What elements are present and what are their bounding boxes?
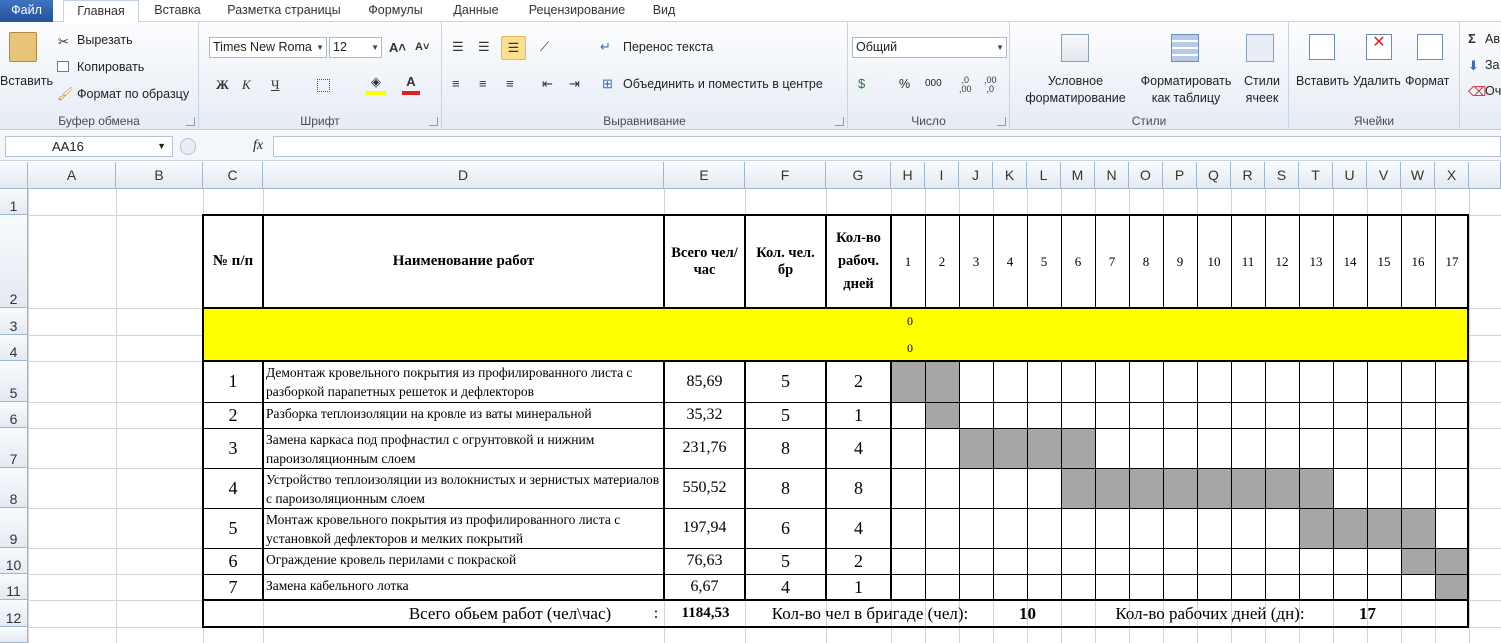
row-header-13[interactable] bbox=[0, 627, 28, 643]
column-header-v[interactable]: V bbox=[1367, 162, 1401, 189]
gantt-bar-cell bbox=[1197, 468, 1231, 508]
italic-button[interactable]: К bbox=[242, 77, 251, 92]
yellow-value: 0 bbox=[907, 314, 913, 328]
font-name-combo[interactable]: Times New Roma ▼ bbox=[209, 37, 327, 58]
row-header-4[interactable]: 4 bbox=[0, 335, 28, 361]
row-header-11[interactable]: 11 bbox=[0, 574, 28, 600]
table-border bbox=[1197, 215, 1198, 309]
table-border bbox=[202, 360, 1469, 362]
autosum-icon[interactable]: Σ bbox=[1468, 31, 1476, 46]
column-header-f[interactable]: F bbox=[745, 162, 826, 189]
autosum-button[interactable]: Ав bbox=[1485, 32, 1500, 46]
table-border bbox=[202, 214, 1469, 216]
row-name: Ограждение кровель перилами с покраской bbox=[266, 552, 517, 567]
table-border bbox=[993, 361, 994, 600]
row-total: 231,76 bbox=[682, 439, 727, 456]
table-border bbox=[925, 361, 926, 600]
row-days: 4 bbox=[854, 517, 863, 538]
row-total: 76,63 bbox=[686, 552, 723, 569]
gantt-bar-cell bbox=[1401, 548, 1435, 574]
tab-page-layout[interactable]: Разметка страницы bbox=[227, 3, 341, 17]
table-border bbox=[1129, 215, 1130, 309]
header-day-13: 13 bbox=[1309, 253, 1323, 269]
row-name: Демонтаж кровельного покрытия из профилированного листа с разборкой парапетных решеток и дефлекторов bbox=[266, 365, 633, 399]
bold-button[interactable]: Ж bbox=[216, 77, 229, 92]
table-border bbox=[1401, 215, 1402, 309]
gantt-bar-cell bbox=[1061, 468, 1095, 508]
number-format-combo[interactable]: Общий ▼ bbox=[852, 37, 1007, 58]
fill-color-icon[interactable]: ◈ bbox=[366, 75, 386, 95]
row-header-10[interactable]: 10 bbox=[0, 548, 28, 574]
row-num: 5 bbox=[228, 517, 238, 538]
row-total: 550,52 bbox=[682, 479, 727, 496]
row-workers: 6 bbox=[781, 517, 790, 538]
clipboard-group bbox=[0, 22, 199, 130]
column-header-y[interactable] bbox=[1469, 162, 1501, 189]
spreadsheet-grid[interactable] bbox=[0, 162, 1501, 643]
row-header-9[interactable]: 9 bbox=[0, 508, 28, 548]
column-header-o[interactable]: O bbox=[1129, 162, 1163, 189]
header-name: Наименование работ bbox=[392, 253, 535, 269]
format-as-table-button[interactable]: Форматировать как таблицу bbox=[1140, 74, 1232, 105]
header-day-17: 17 bbox=[1445, 253, 1459, 269]
formula-bar-handle[interactable] bbox=[180, 138, 196, 155]
conditional-format-button[interactable]: Условное форматирование bbox=[1025, 74, 1126, 105]
row-total: 197,94 bbox=[682, 519, 727, 536]
gantt-bar-cell bbox=[1333, 508, 1367, 548]
align-top-icon[interactable]: ☰ bbox=[452, 39, 464, 54]
row-header-12[interactable]: 12 bbox=[0, 600, 28, 627]
table-border bbox=[1231, 215, 1232, 309]
copy-icon bbox=[57, 61, 69, 72]
select-all-corner[interactable] bbox=[0, 162, 28, 189]
cut-button[interactable]: Вырезать bbox=[77, 33, 133, 47]
gantt-bar-cell bbox=[1129, 468, 1163, 508]
table-border bbox=[959, 215, 960, 309]
increase-decimal-icon[interactable]: ,0 ,00 bbox=[959, 75, 972, 94]
summary-total-label: Всего обьем работ (чел\час) bbox=[408, 603, 612, 623]
table-border bbox=[203, 548, 1468, 549]
row-workers: 8 bbox=[781, 477, 790, 498]
header-day-14: 14 bbox=[1343, 253, 1357, 269]
gantt-bar-cell bbox=[1401, 508, 1435, 548]
column-header-b[interactable]: B bbox=[116, 162, 203, 189]
header-day-8: 8 bbox=[1142, 253, 1150, 269]
table-border bbox=[663, 215, 665, 309]
row-name: Разборка теплоизоляции на кровле из ваты минеральной bbox=[266, 406, 592, 421]
gantt-bar-cell bbox=[891, 361, 925, 402]
insert-function-icon[interactable]: fx bbox=[253, 138, 264, 153]
format-cells-button[interactable]: Формат bbox=[1405, 74, 1450, 88]
alignment-group bbox=[442, 22, 848, 130]
table-border bbox=[203, 468, 1468, 469]
column-header-w[interactable]: W bbox=[1401, 162, 1435, 189]
row-num: 7 bbox=[228, 576, 238, 597]
clipboard-launcher-icon[interactable] bbox=[186, 117, 195, 126]
table-border bbox=[202, 307, 1469, 309]
table-border bbox=[890, 361, 892, 600]
wrap-text-icon: ↵ bbox=[600, 39, 611, 54]
scissors-icon: ✂ bbox=[58, 34, 69, 49]
column-header-n[interactable]: N bbox=[1095, 162, 1129, 189]
gantt-bar-cell bbox=[1299, 508, 1333, 548]
ribbon-tab-bar bbox=[0, 0, 1501, 22]
yellow-value: 0 bbox=[907, 340, 913, 355]
decrease-decimal-icon[interactable]: ,00 ,0 bbox=[984, 75, 997, 94]
fill-button[interactable]: За bbox=[1485, 58, 1500, 72]
number-group bbox=[848, 22, 1010, 130]
summary-total-value: 1184,53 bbox=[681, 605, 730, 621]
header-day-7: 7 bbox=[1108, 253, 1116, 269]
table-border bbox=[262, 215, 264, 309]
column-header-s[interactable]: S bbox=[1265, 162, 1299, 189]
row-name: Замена каркаса под профнастил с огрунтовкой и нижним пароизоляционным слоем bbox=[266, 432, 595, 466]
table-border bbox=[262, 361, 264, 600]
header-day-2: 2 bbox=[938, 253, 946, 269]
borders-icon[interactable] bbox=[317, 79, 330, 92]
font-size-combo[interactable]: 12 ▼ bbox=[329, 37, 382, 58]
row-header-8[interactable]: 8 bbox=[0, 468, 28, 508]
row-name: Устройство теплоизоляции из волокнистых и зернистых материалов с пароизоляционным слоем bbox=[266, 472, 660, 506]
font-group-label: Шрифт bbox=[300, 114, 340, 128]
table-border bbox=[1163, 215, 1164, 309]
column-header-i[interactable]: I bbox=[925, 162, 959, 189]
row-workers: 8 bbox=[781, 437, 790, 458]
styles-group-label: Стили bbox=[1131, 114, 1167, 128]
row-header-6[interactable]: 6 bbox=[0, 402, 28, 428]
summary-workers-label: Кол-во чел в бригаде (чел): bbox=[771, 603, 969, 623]
delete-cells-button[interactable]: Удалить bbox=[1353, 74, 1401, 88]
fill-icon[interactable]: ⬇ bbox=[1468, 58, 1479, 73]
column-header-m[interactable]: M bbox=[1061, 162, 1095, 189]
cell-styles-icon bbox=[1246, 34, 1274, 62]
align-bottom-icon[interactable]: ☰ bbox=[501, 36, 526, 60]
header-day-16: 16 bbox=[1411, 253, 1425, 269]
increase-indent-icon[interactable]: ⇥ bbox=[569, 76, 580, 91]
row-days: 4 bbox=[854, 437, 863, 458]
cell-styles-button[interactable]: Стили ячеек bbox=[1243, 74, 1280, 105]
gantt-bar-cell bbox=[1367, 508, 1401, 548]
merge-icon: ⊞ bbox=[602, 76, 613, 91]
gantt-bar-cell bbox=[1027, 428, 1061, 468]
number-group-label: Число bbox=[911, 114, 946, 128]
row-workers: 5 bbox=[781, 550, 790, 571]
insert-cells-icon bbox=[1309, 34, 1335, 60]
header-day-11: 11 bbox=[1241, 253, 1255, 269]
font-color-icon[interactable]: A bbox=[402, 75, 420, 95]
table-border bbox=[890, 215, 892, 309]
table-border bbox=[1061, 215, 1062, 309]
row-name: Монтаж кровельного покрытия из профилированного листа с установкой дефлекторов и мелких покрытий bbox=[266, 512, 621, 546]
row-header-5[interactable]: 5 bbox=[0, 361, 28, 402]
clear-button[interactable]: Оч bbox=[1485, 84, 1501, 98]
row-header-3[interactable]: 3 bbox=[0, 308, 28, 335]
tab-file[interactable]: Файл bbox=[0, 0, 53, 22]
table-border bbox=[203, 428, 1468, 429]
formula-input[interactable] bbox=[273, 136, 1501, 157]
table-border bbox=[202, 214, 204, 628]
table-border bbox=[1299, 215, 1300, 309]
gantt-bar-cell bbox=[1435, 548, 1469, 574]
table-border bbox=[1095, 215, 1096, 309]
percent-button[interactable]: % bbox=[899, 77, 911, 91]
styles-group bbox=[1010, 22, 1289, 130]
row-days: 1 bbox=[854, 404, 863, 425]
table-border bbox=[1163, 361, 1164, 600]
brush-icon: 🖌 bbox=[57, 86, 74, 101]
header-num: № п/п bbox=[212, 253, 254, 269]
column-header-j[interactable]: J bbox=[959, 162, 993, 189]
row-num: 2 bbox=[228, 404, 238, 425]
gantt-bar-cell bbox=[1095, 468, 1129, 508]
format-painter-button[interactable]: Формат по образцу bbox=[77, 87, 190, 101]
table-border bbox=[202, 626, 1469, 628]
column-header-d[interactable]: D bbox=[263, 162, 664, 189]
align-left-icon[interactable]: ≡ bbox=[452, 76, 460, 91]
formula-bar bbox=[0, 131, 1501, 161]
table-border bbox=[1095, 361, 1096, 600]
currency-icon[interactable]: $ bbox=[858, 76, 866, 91]
header-day-10: 10 bbox=[1207, 253, 1221, 269]
gantt-bar-cell bbox=[993, 428, 1027, 468]
column-header-e[interactable]: E bbox=[664, 162, 745, 189]
header-days: Кол-во рабоч. дней bbox=[836, 230, 881, 292]
column-header-u[interactable]: U bbox=[1333, 162, 1367, 189]
align-middle-icon[interactable]: ☰ bbox=[478, 39, 490, 54]
format-as-table-icon bbox=[1171, 34, 1199, 62]
clipboard-group-label: Буфер обмена bbox=[58, 114, 140, 128]
header-day-4: 4 bbox=[1006, 253, 1014, 269]
row-total: 6,67 bbox=[690, 578, 719, 595]
row-days: 2 bbox=[854, 550, 863, 571]
tab-data[interactable]: Данные bbox=[453, 3, 499, 17]
table-border bbox=[1027, 215, 1028, 309]
header-day-3: 3 bbox=[972, 253, 980, 269]
table-border bbox=[1435, 215, 1436, 309]
column-header-q[interactable]: Q bbox=[1197, 162, 1231, 189]
alignment-group-label: Выравнивание bbox=[603, 114, 686, 128]
clear-icon[interactable]: ⌫ bbox=[1468, 84, 1487, 99]
insert-cells-button[interactable]: Вставить bbox=[1296, 74, 1349, 88]
ribbon bbox=[0, 22, 1501, 130]
table-border bbox=[1367, 215, 1368, 309]
gantt-bar-cell bbox=[1163, 468, 1197, 508]
table-border bbox=[1333, 215, 1334, 309]
tab-formulas[interactable]: Формулы bbox=[368, 3, 423, 17]
shrink-font-icon[interactable]: A˅ bbox=[415, 41, 430, 53]
table-border bbox=[203, 402, 1468, 403]
table-border bbox=[1129, 361, 1130, 600]
table-border bbox=[1467, 214, 1469, 628]
grow-font-icon[interactable]: A˄ bbox=[389, 40, 406, 55]
column-header-g[interactable]: G bbox=[826, 162, 891, 189]
column-header-r[interactable]: R bbox=[1231, 162, 1265, 189]
number-launcher-icon[interactable] bbox=[997, 117, 1006, 126]
row-days: 1 bbox=[854, 576, 863, 597]
summary-days-label: Кол-во рабочих дней (дн): bbox=[1115, 603, 1305, 623]
row-header-1[interactable]: 1 bbox=[0, 189, 28, 215]
row-workers: 5 bbox=[781, 371, 790, 391]
table-border bbox=[1061, 361, 1062, 600]
table-border bbox=[203, 508, 1468, 509]
format-cells-icon bbox=[1417, 34, 1443, 60]
decrease-indent-icon[interactable]: ⇤ bbox=[542, 76, 553, 91]
header-day-12: 12 bbox=[1275, 253, 1289, 269]
paste-icon[interactable] bbox=[9, 32, 37, 62]
row-header-2[interactable]: 2 bbox=[0, 215, 28, 308]
row-header-7[interactable]: 7 bbox=[0, 428, 28, 468]
gantt-bar-cell bbox=[925, 361, 959, 402]
header-day-5: 5 bbox=[1040, 253, 1048, 269]
row-num: 4 bbox=[228, 477, 238, 498]
table-border bbox=[1299, 361, 1300, 600]
table-border bbox=[1367, 361, 1368, 600]
gantt-bar-cell bbox=[1231, 468, 1265, 508]
cells-group bbox=[1289, 22, 1460, 130]
gantt-bar-cell bbox=[925, 402, 959, 428]
summary-days-value: 17 bbox=[1359, 603, 1376, 623]
gantt-bar-cell bbox=[1435, 574, 1469, 600]
table-border bbox=[203, 574, 1468, 575]
gantt-bar-cell bbox=[1299, 468, 1333, 508]
row-num: 1 bbox=[228, 371, 238, 391]
name-box[interactable]: AA16 ▼ bbox=[5, 136, 173, 157]
table-border bbox=[825, 361, 827, 600]
gantt-bar-cell bbox=[959, 428, 993, 468]
gantt-bar-cell bbox=[1061, 428, 1095, 468]
tab-view[interactable]: Вид bbox=[652, 3, 676, 17]
row-num: 3 bbox=[228, 437, 238, 458]
row-total: 35,32 bbox=[686, 406, 723, 423]
table-border bbox=[1231, 361, 1232, 600]
table-border bbox=[744, 215, 746, 309]
font-group bbox=[199, 22, 442, 130]
align-right-icon[interactable]: ≡ bbox=[506, 76, 514, 91]
row-num: 6 bbox=[228, 550, 238, 571]
table-border bbox=[1333, 361, 1334, 600]
copy-button[interactable]: Копировать bbox=[77, 60, 145, 74]
table-border bbox=[744, 361, 746, 600]
column-header-a[interactable]: A bbox=[28, 162, 116, 189]
row-name: Замена кабельного лотка bbox=[266, 578, 409, 593]
alignment-launcher-icon[interactable] bbox=[835, 117, 844, 126]
conditional-format-icon bbox=[1061, 34, 1089, 62]
header-day-6: 6 bbox=[1074, 253, 1082, 269]
column-header-p[interactable]: P bbox=[1163, 162, 1197, 189]
yellow-band bbox=[203, 308, 1468, 361]
underline-button[interactable]: Ч bbox=[271, 77, 280, 92]
column-header-c[interactable]: C bbox=[203, 162, 263, 189]
table-border bbox=[663, 361, 665, 600]
thousands-button[interactable]: 000 bbox=[925, 78, 942, 89]
merge-center-button[interactable]: Объединить и поместить в центре bbox=[623, 77, 823, 91]
paste-button[interactable]: Вставить bbox=[0, 74, 53, 88]
row-workers: 5 bbox=[781, 404, 790, 425]
cells-group-label: Ячейки bbox=[1353, 114, 1395, 128]
column-header-h[interactable]: H bbox=[891, 162, 925, 189]
header-day-9: 9 bbox=[1176, 253, 1184, 269]
gantt-bar-cell bbox=[1265, 468, 1299, 508]
tab-home[interactable]: Главная bbox=[63, 0, 139, 23]
table-border bbox=[202, 599, 1469, 601]
table-border bbox=[1401, 361, 1402, 600]
font-launcher-icon[interactable] bbox=[429, 117, 438, 126]
summary-colon: : bbox=[653, 604, 659, 622]
column-header-k[interactable]: K bbox=[993, 162, 1027, 189]
table-border bbox=[1435, 361, 1436, 600]
header-day-15: 15 bbox=[1377, 253, 1391, 269]
column-header-l[interactable]: L bbox=[1027, 162, 1061, 189]
table-border bbox=[959, 361, 960, 600]
header-total: Всего чел/час bbox=[671, 244, 738, 278]
delete-cells-icon: ✕ bbox=[1366, 34, 1392, 60]
column-header-x[interactable]: X bbox=[1435, 162, 1469, 189]
table-border bbox=[1027, 361, 1028, 600]
orientation-icon[interactable]: ⟋ bbox=[540, 39, 550, 54]
table-border bbox=[1265, 215, 1266, 309]
editing-group bbox=[1460, 22, 1501, 130]
row-days: 2 bbox=[854, 371, 863, 391]
summary-workers-value: 10 bbox=[1019, 603, 1036, 623]
row-total: 85,69 bbox=[686, 372, 723, 390]
align-center-icon[interactable]: ≡ bbox=[479, 76, 487, 91]
table-border bbox=[1197, 361, 1198, 600]
table-border bbox=[825, 215, 827, 309]
table-border bbox=[1265, 361, 1266, 600]
column-header-t[interactable]: T bbox=[1299, 162, 1333, 189]
table-border bbox=[993, 215, 994, 309]
table-border bbox=[925, 215, 926, 309]
wrap-text-button[interactable]: Перенос текста bbox=[623, 40, 714, 54]
row-days: 8 bbox=[854, 477, 863, 498]
tab-insert[interactable]: Вставка bbox=[154, 3, 201, 17]
header-day-1: 1 bbox=[904, 253, 912, 269]
header-workers: Кол. чел. бр bbox=[756, 244, 815, 278]
tab-review[interactable]: Рецензирование bbox=[528, 3, 626, 17]
row-workers: 4 bbox=[781, 576, 790, 597]
